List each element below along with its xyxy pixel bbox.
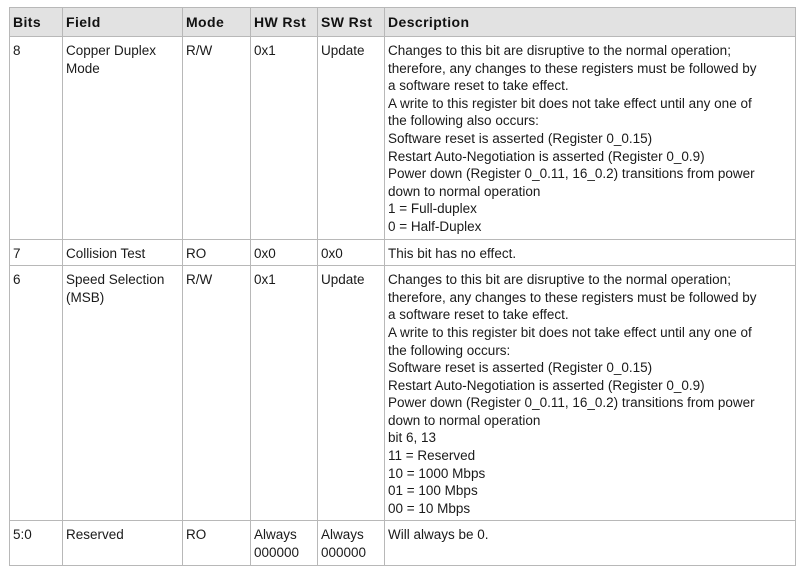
description-line: 01 = 100 Mbps [388, 483, 478, 499]
description-line: a software reset to take effect. [388, 78, 569, 94]
cell-field: Speed Selection (MSB) [63, 266, 183, 521]
header-field: Field [63, 8, 183, 37]
cell-bits: 7 [10, 239, 63, 266]
cell-bits: 6 [10, 266, 63, 521]
description-line: A write to this register bit does not take effect until any one of [388, 324, 752, 340]
cell-hw-rst: Always 000000 [251, 521, 318, 565]
cell-field: Reserved [63, 521, 183, 565]
description-line: Restart Auto-Negotiation is asserted (Register 0_0.9) [388, 377, 705, 393]
description-line: therefore, any changes to these registers must be followed by [388, 289, 757, 305]
description-line: 11 = Reserved [388, 448, 476, 464]
header-hw-rst: HW Rst [251, 8, 318, 37]
description-line: Software reset is asserted (Register 0_0.15) [388, 360, 653, 376]
cell-description [385, 37, 796, 240]
cell-field: Copper Duplex Mode [63, 37, 183, 240]
cell-field: Collision Test [63, 239, 183, 266]
description-line: Restart Auto-Negotiation is asserted (Register 0_0.9) [388, 148, 705, 164]
header-description: Description [385, 8, 796, 37]
description-line: This bit has no effect. [388, 245, 517, 261]
description-line: Changes to this bit are disruptive to the normal operation; [388, 272, 731, 288]
description-line: A write to this register bit does not take effect until any one of [388, 95, 752, 111]
description-line: 00 = 10 Mbps [388, 500, 471, 516]
register-table [9, 7, 796, 566]
cell-description [385, 521, 796, 565]
description-line: down to normal operation [388, 412, 541, 428]
cell-mode: R/W [183, 37, 251, 240]
description-line: Will always be 0. [388, 527, 489, 543]
table-row [10, 266, 796, 521]
header-mode: Mode [183, 8, 251, 37]
description-line: Power down (Register 0_0.11, 16_0.2) transitions from power [388, 166, 755, 182]
cell-mode: RO [183, 521, 251, 565]
cell-hw-rst: 0x1 [251, 266, 318, 521]
description-line: 0 = Half-Duplex [388, 218, 482, 234]
table-row [10, 239, 796, 266]
description-line: Changes to this bit are disruptive to the normal operation; [388, 43, 731, 58]
description-line: the following also occurs: [388, 113, 539, 129]
cell-sw-rst: Update [318, 266, 385, 521]
table-header-row [10, 8, 796, 37]
cell-sw-rst: Always 000000 [318, 521, 385, 565]
description-line: 10 = 1000 Mbps [388, 465, 486, 481]
cell-mode: RO [183, 239, 251, 266]
description-line: bit 6, 13 [388, 430, 437, 446]
register-table-container [9, 7, 796, 566]
description-line: Software reset is asserted (Register 0_0.15) [388, 130, 653, 146]
cell-description [385, 239, 796, 266]
description-line: 1 = Full-duplex [388, 201, 477, 217]
description-line: the following occurs: [388, 342, 511, 358]
description-line: down to normal operation [388, 183, 541, 199]
cell-sw-rst: 0x0 [318, 239, 385, 266]
header-bits: Bits [10, 8, 63, 37]
cell-mode: R/W [183, 266, 251, 521]
cell-sw-rst: Update [318, 37, 385, 240]
description-line: Power down (Register 0_0.11, 16_0.2) transitions from power [388, 395, 755, 411]
cell-description [385, 266, 796, 521]
table-row [10, 37, 796, 240]
cell-hw-rst: 0x1 [251, 37, 318, 240]
cell-hw-rst: 0x0 [251, 239, 318, 266]
table-row [10, 521, 796, 565]
cell-bits: 8 [10, 37, 63, 240]
cell-bits: 5:0 [10, 521, 63, 565]
description-line: therefore, any changes to these registers must be followed by [388, 60, 757, 76]
description-line: a software reset to take effect. [388, 307, 569, 323]
header-sw-rst: SW Rst [318, 8, 385, 37]
